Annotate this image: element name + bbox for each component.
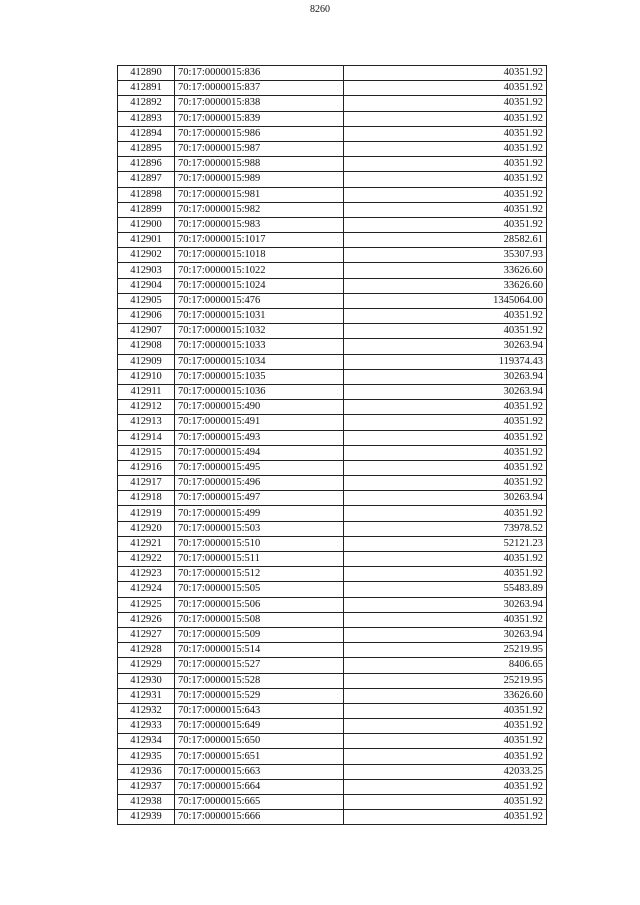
table-row <box>118 248 547 263</box>
cadastral-number-cell: 70:17:0000015:1017 <box>175 233 344 248</box>
table-row <box>118 187 547 202</box>
table-row <box>118 521 547 536</box>
table-row <box>118 673 547 688</box>
table-row <box>118 552 547 567</box>
cadastral-value-cell: 40351.92 <box>344 552 547 567</box>
cadastral-value-table <box>117 65 547 825</box>
cadastral-value-cell: 119374.43 <box>344 354 547 369</box>
cadastral-number-cell: 70:17:0000015:529 <box>175 688 344 703</box>
table-row <box>118 430 547 445</box>
table-row <box>118 217 547 232</box>
cadastral-number-cell: 70:17:0000015:987 <box>175 141 344 156</box>
row-number-cell: 412921 <box>118 536 175 551</box>
cadastral-value-cell: 40351.92 <box>344 734 547 749</box>
cadastral-value-cell: 40351.92 <box>344 111 547 126</box>
cadastral-number-cell: 70:17:0000015:476 <box>175 293 344 308</box>
row-number-cell: 412934 <box>118 734 175 749</box>
cadastral-number-cell: 70:17:0000015:505 <box>175 582 344 597</box>
table-row <box>118 233 547 248</box>
cadastral-value-cell: 30263.94 <box>344 369 547 384</box>
table-row <box>118 309 547 324</box>
cadastral-value-cell: 30263.94 <box>344 339 547 354</box>
table-row <box>118 612 547 627</box>
cadastral-value-cell: 40351.92 <box>344 415 547 430</box>
table-row <box>118 627 547 642</box>
row-number-cell: 412922 <box>118 552 175 567</box>
table-row <box>118 369 547 384</box>
cadastral-value-cell: 40351.92 <box>344 506 547 521</box>
row-number-cell: 412919 <box>118 506 175 521</box>
cadastral-value-cell: 52121.23 <box>344 536 547 551</box>
row-number-cell: 412912 <box>118 400 175 415</box>
cadastral-value-cell: 42033.25 <box>344 764 547 779</box>
cadastral-value-cell: 30263.94 <box>344 597 547 612</box>
cadastral-value-cell: 40351.92 <box>344 719 547 734</box>
row-number-cell: 412903 <box>118 263 175 278</box>
cadastral-value-cell: 28582.61 <box>344 233 547 248</box>
cadastral-value-cell: 40351.92 <box>344 612 547 627</box>
cadastral-value-cell: 40351.92 <box>344 141 547 156</box>
row-number-cell: 412908 <box>118 339 175 354</box>
row-number-cell: 412894 <box>118 126 175 141</box>
row-number-cell: 412902 <box>118 248 175 263</box>
row-number-cell: 412905 <box>118 293 175 308</box>
cadastral-number-cell: 70:17:0000015:982 <box>175 202 344 217</box>
cadastral-value-cell: 25219.95 <box>344 643 547 658</box>
cadastral-number-cell: 70:17:0000015:509 <box>175 627 344 642</box>
table-row <box>118 658 547 673</box>
row-number-cell: 412931 <box>118 688 175 703</box>
cadastral-number-cell: 70:17:0000015:663 <box>175 764 344 779</box>
row-number-cell: 412907 <box>118 324 175 339</box>
row-number-cell: 412939 <box>118 810 175 825</box>
cadastral-number-cell: 70:17:0000015:839 <box>175 111 344 126</box>
row-number-cell: 412898 <box>118 187 175 202</box>
cadastral-value-cell: 40351.92 <box>344 172 547 187</box>
cadastral-value-cell: 33626.60 <box>344 688 547 703</box>
table-row <box>118 643 547 658</box>
row-number-cell: 412930 <box>118 673 175 688</box>
row-number-cell: 412904 <box>118 278 175 293</box>
row-number-cell: 412918 <box>118 491 175 506</box>
cadastral-number-cell: 70:17:0000015:1034 <box>175 354 344 369</box>
row-number-cell: 412916 <box>118 460 175 475</box>
table-row <box>118 491 547 506</box>
cadastral-value-cell: 35307.93 <box>344 248 547 263</box>
page-number: 8260 <box>310 4 330 15</box>
row-number-cell: 412911 <box>118 384 175 399</box>
row-number-cell: 412923 <box>118 567 175 582</box>
cadastral-value-cell: 1345064.00 <box>344 293 547 308</box>
cadastral-number-cell: 70:17:0000015:666 <box>175 810 344 825</box>
cadastral-number-cell: 70:17:0000015:497 <box>175 491 344 506</box>
table-row <box>118 339 547 354</box>
table-row <box>118 172 547 187</box>
row-number-cell: 412892 <box>118 96 175 111</box>
cadastral-number-cell: 70:17:0000015:981 <box>175 187 344 202</box>
cadastral-number-cell: 70:17:0000015:665 <box>175 795 344 810</box>
cadastral-number-cell: 70:17:0000015:838 <box>175 96 344 111</box>
cadastral-value-cell: 33626.60 <box>344 263 547 278</box>
cadastral-number-cell: 70:17:0000015:664 <box>175 779 344 794</box>
cadastral-value-cell: 40351.92 <box>344 795 547 810</box>
row-number-cell: 412893 <box>118 111 175 126</box>
cadastral-number-cell: 70:17:0000015:496 <box>175 476 344 491</box>
table-row <box>118 764 547 779</box>
row-number-cell: 412929 <box>118 658 175 673</box>
cadastral-value-cell: 40351.92 <box>344 567 547 582</box>
cadastral-number-cell: 70:17:0000015:514 <box>175 643 344 658</box>
table-row <box>118 126 547 141</box>
cadastral-value-cell: 55483.89 <box>344 582 547 597</box>
row-number-cell: 412897 <box>118 172 175 187</box>
row-number-cell: 412926 <box>118 612 175 627</box>
table-row <box>118 734 547 749</box>
cadastral-number-cell: 70:17:0000015:528 <box>175 673 344 688</box>
table-row <box>118 263 547 278</box>
table-row <box>118 384 547 399</box>
row-number-cell: 412914 <box>118 430 175 445</box>
table-row <box>118 597 547 612</box>
cadastral-number-cell: 70:17:0000015:490 <box>175 400 344 415</box>
cadastral-value-cell: 40351.92 <box>344 96 547 111</box>
cadastral-number-cell: 70:17:0000015:527 <box>175 658 344 673</box>
cadastral-number-cell: 70:17:0000015:1032 <box>175 324 344 339</box>
cadastral-value-cell: 30263.94 <box>344 627 547 642</box>
table-row <box>118 96 547 111</box>
cadastral-number-cell: 70:17:0000015:1024 <box>175 278 344 293</box>
row-number-cell: 412932 <box>118 703 175 718</box>
row-number-cell: 412915 <box>118 445 175 460</box>
row-number-cell: 412906 <box>118 309 175 324</box>
cadastral-value-cell: 40351.92 <box>344 430 547 445</box>
cadastral-value-cell: 40351.92 <box>344 324 547 339</box>
cadastral-value-cell: 8406.65 <box>344 658 547 673</box>
cadastral-number-cell: 70:17:0000015:989 <box>175 172 344 187</box>
cadastral-value-cell: 40351.92 <box>344 187 547 202</box>
table-row <box>118 688 547 703</box>
cadastral-number-cell: 70:17:0000015:493 <box>175 430 344 445</box>
table-row <box>118 445 547 460</box>
row-number-cell: 412891 <box>118 81 175 96</box>
cadastral-number-cell: 70:17:0000015:988 <box>175 157 344 172</box>
table-row <box>118 202 547 217</box>
cadastral-number-cell: 70:17:0000015:510 <box>175 536 344 551</box>
cadastral-number-cell: 70:17:0000015:506 <box>175 597 344 612</box>
cadastral-value-cell: 40351.92 <box>344 779 547 794</box>
cadastral-value-cell: 40351.92 <box>344 460 547 475</box>
table-row <box>118 460 547 475</box>
cadastral-number-cell: 70:17:0000015:1031 <box>175 309 344 324</box>
row-number-cell: 412913 <box>118 415 175 430</box>
table-body <box>118 66 547 825</box>
cadastral-number-cell: 70:17:0000015:1036 <box>175 384 344 399</box>
row-number-cell: 412927 <box>118 627 175 642</box>
cadastral-number-cell: 70:17:0000015:643 <box>175 703 344 718</box>
table-row <box>118 567 547 582</box>
row-number-cell: 412937 <box>118 779 175 794</box>
cadastral-number-cell: 70:17:0000015:983 <box>175 217 344 232</box>
table-row <box>118 506 547 521</box>
row-number-cell: 412917 <box>118 476 175 491</box>
cadastral-number-cell: 70:17:0000015:1018 <box>175 248 344 263</box>
cadastral-value-cell: 73978.52 <box>344 521 547 536</box>
row-number-cell: 412924 <box>118 582 175 597</box>
row-number-cell: 412920 <box>118 521 175 536</box>
cadastral-value-cell: 40351.92 <box>344 66 547 81</box>
row-number-cell: 412936 <box>118 764 175 779</box>
row-number-cell: 412895 <box>118 141 175 156</box>
cadastral-value-cell: 30263.94 <box>344 384 547 399</box>
cadastral-value-cell: 40351.92 <box>344 749 547 764</box>
cadastral-value-cell: 33626.60 <box>344 278 547 293</box>
cadastral-value-cell: 40351.92 <box>344 202 547 217</box>
table-row <box>118 324 547 339</box>
cadastral-value-cell: 40351.92 <box>344 810 547 825</box>
table-row <box>118 81 547 96</box>
cadastral-number-cell: 70:17:0000015:511 <box>175 552 344 567</box>
cadastral-value-cell: 40351.92 <box>344 703 547 718</box>
table-row <box>118 141 547 156</box>
cadastral-number-cell: 70:17:0000015:494 <box>175 445 344 460</box>
row-number-cell: 412910 <box>118 369 175 384</box>
table-row <box>118 111 547 126</box>
cadastral-number-cell: 70:17:0000015:836 <box>175 66 344 81</box>
row-number-cell: 412935 <box>118 749 175 764</box>
cadastral-number-cell: 70:17:0000015:1035 <box>175 369 344 384</box>
cadastral-number-cell: 70:17:0000015:508 <box>175 612 344 627</box>
table-row <box>118 476 547 491</box>
cadastral-number-cell: 70:17:0000015:1033 <box>175 339 344 354</box>
row-number-cell: 412899 <box>118 202 175 217</box>
cadastral-value-cell: 40351.92 <box>344 400 547 415</box>
table-row <box>118 779 547 794</box>
cadastral-value-cell: 40351.92 <box>344 217 547 232</box>
table-row <box>118 293 547 308</box>
row-number-cell: 412933 <box>118 719 175 734</box>
table-row <box>118 400 547 415</box>
cadastral-number-cell: 70:17:0000015:1022 <box>175 263 344 278</box>
row-number-cell: 412900 <box>118 217 175 232</box>
cadastral-number-cell: 70:17:0000015:503 <box>175 521 344 536</box>
cadastral-number-cell: 70:17:0000015:651 <box>175 749 344 764</box>
row-number-cell: 412925 <box>118 597 175 612</box>
cadastral-number-cell: 70:17:0000015:837 <box>175 81 344 96</box>
row-number-cell: 412901 <box>118 233 175 248</box>
cadastral-number-cell: 70:17:0000015:491 <box>175 415 344 430</box>
cadastral-number-cell: 70:17:0000015:649 <box>175 719 344 734</box>
cadastral-number-cell: 70:17:0000015:512 <box>175 567 344 582</box>
cadastral-value-cell: 40351.92 <box>344 157 547 172</box>
table-row <box>118 66 547 81</box>
row-number-cell: 412890 <box>118 66 175 81</box>
row-number-cell: 412938 <box>118 795 175 810</box>
cadastral-number-cell: 70:17:0000015:495 <box>175 460 344 475</box>
cadastral-value-cell: 40351.92 <box>344 445 547 460</box>
cadastral-value-cell: 40351.92 <box>344 309 547 324</box>
cadastral-value-cell: 30263.94 <box>344 491 547 506</box>
table-row <box>118 795 547 810</box>
cadastral-value-cell: 25219.95 <box>344 673 547 688</box>
row-number-cell: 412928 <box>118 643 175 658</box>
table-row <box>118 536 547 551</box>
row-number-cell: 412909 <box>118 354 175 369</box>
table-row <box>118 810 547 825</box>
table-row <box>118 415 547 430</box>
table-row <box>118 157 547 172</box>
cadastral-number-cell: 70:17:0000015:499 <box>175 506 344 521</box>
table-row <box>118 703 547 718</box>
table-row <box>118 582 547 597</box>
cadastral-number-cell: 70:17:0000015:986 <box>175 126 344 141</box>
table-row <box>118 749 547 764</box>
table-row <box>118 719 547 734</box>
cadastral-value-cell: 40351.92 <box>344 126 547 141</box>
row-number-cell: 412896 <box>118 157 175 172</box>
cadastral-value-cell: 40351.92 <box>344 81 547 96</box>
cadastral-value-cell: 40351.92 <box>344 476 547 491</box>
table-row <box>118 354 547 369</box>
cadastral-number-cell: 70:17:0000015:650 <box>175 734 344 749</box>
table-row <box>118 278 547 293</box>
